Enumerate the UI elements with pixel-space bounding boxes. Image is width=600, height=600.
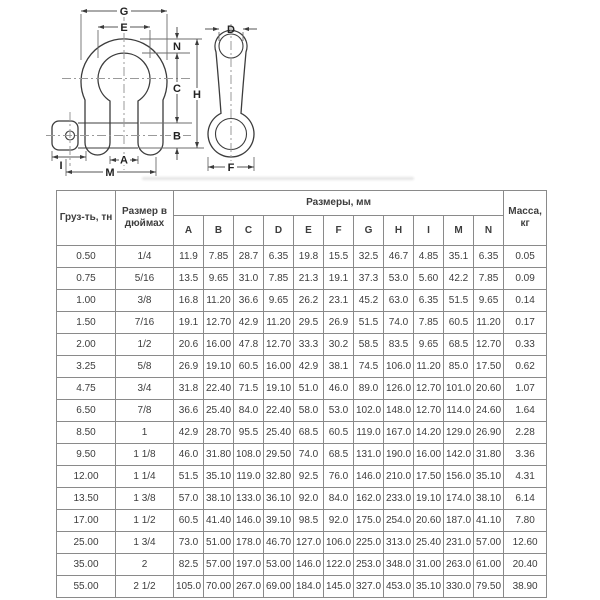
dim-label-M: M (105, 167, 115, 179)
table-cell: 57.00 (204, 554, 234, 576)
dim-letter-header: H (384, 216, 414, 246)
table-row (57, 334, 547, 356)
table-cell: 17.00 (57, 510, 116, 532)
dim-label-G: G (119, 6, 129, 18)
table-cell: 29.5 (294, 312, 324, 334)
table-cell: 119.0 (234, 466, 264, 488)
table-cell: 9.65 (474, 290, 504, 312)
table-cell: 133.0 (234, 488, 264, 510)
table-cell: 142.0 (444, 444, 474, 466)
table-cell: 31.00 (414, 554, 444, 576)
table-cell: 26.90 (474, 422, 504, 444)
dim-label-H: H (193, 89, 201, 101)
header-mass-kg: Масса, кг (504, 191, 547, 246)
table-cell: 26.9 (174, 356, 204, 378)
table-cell: 51.0 (294, 378, 324, 400)
dimension-N (173, 27, 181, 53)
table-cell: 11.20 (264, 312, 294, 334)
table-cell: 253.0 (354, 554, 384, 576)
shackle-side-view (205, 24, 257, 174)
table-cell: 6.35 (474, 246, 504, 268)
table-cell: 60.5 (444, 312, 474, 334)
table-cell: 37.3 (354, 268, 384, 290)
table-cell: 84.0 (234, 400, 264, 422)
table-cell: 1 1/4 (116, 466, 174, 488)
table-cell: 3.25 (57, 356, 116, 378)
table-cell: 74.0 (294, 444, 324, 466)
table-cell: 26.9 (324, 312, 354, 334)
table-row (57, 466, 547, 488)
table-cell: 231.0 (444, 532, 474, 554)
table-cell: 21.3 (294, 268, 324, 290)
table-cell: 6.35 (414, 290, 444, 312)
table-cell: 145.0 (324, 576, 354, 598)
table-row (57, 488, 547, 510)
table-cell: 2.00 (57, 334, 116, 356)
table-cell: 210.0 (384, 466, 414, 488)
table-cell: 12.70 (264, 334, 294, 356)
table-row (57, 400, 547, 422)
table-row (57, 532, 547, 554)
dim-label-F: F (227, 162, 235, 174)
table-cell: 2 1/2 (116, 576, 174, 598)
table-cell: 5/8 (116, 356, 174, 378)
table-cell: 16.8 (174, 290, 204, 312)
table-cell: 4.85 (414, 246, 444, 268)
table-row (57, 378, 547, 400)
table-cell: 36.6 (174, 400, 204, 422)
table-cell: 0.50 (57, 246, 116, 268)
table-cell: 16.00 (204, 334, 234, 356)
dimension-G (81, 5, 167, 18)
table-cell: 31.0 (234, 268, 264, 290)
dimension-E (98, 21, 150, 34)
table-cell: 12.00 (57, 466, 116, 488)
table-cell: 5.60 (414, 268, 444, 290)
table-cell: 16.00 (264, 356, 294, 378)
dim-letter-header: E (294, 216, 324, 246)
table-cell: 16.00 (414, 444, 444, 466)
table-cell: 73.0 (174, 532, 204, 554)
table-cell: 51.5 (354, 312, 384, 334)
table-cell: 11.20 (474, 312, 504, 334)
table-cell: 53.0 (384, 268, 414, 290)
table-cell: 1 1/2 (116, 510, 174, 532)
table-cell: 84.0 (324, 488, 354, 510)
table-cell: 1.00 (57, 290, 116, 312)
table-cell: 53.00 (264, 554, 294, 576)
extension-lines-front (52, 14, 204, 176)
table-cell: 20.60 (474, 378, 504, 400)
dim-letter-header: I (414, 216, 444, 246)
dim-label-A: A (120, 154, 128, 167)
table-cell: 4.75 (57, 378, 116, 400)
table-cell: 114.0 (444, 400, 474, 422)
table-cell: 1 (116, 422, 174, 444)
faded-artifact (142, 177, 414, 180)
table-cell: 60.5 (324, 422, 354, 444)
dim-label-B: B (173, 130, 181, 143)
table-cell: 313.0 (384, 532, 414, 554)
shackle-front-view (46, 5, 204, 179)
table-cell: 42.9 (174, 422, 204, 444)
table-cell: 38.10 (474, 488, 504, 510)
dim-letter-header: C (234, 216, 264, 246)
table-cell: 28.70 (204, 422, 234, 444)
table-cell: 28.7 (234, 246, 264, 268)
table-cell: 71.5 (234, 378, 264, 400)
table-cell: 174.0 (444, 488, 474, 510)
dimension-H (191, 39, 203, 148)
table-cell: 31.80 (204, 444, 234, 466)
dimension-A (110, 154, 138, 167)
table-cell: 36.10 (264, 488, 294, 510)
table-cell: 89.0 (354, 378, 384, 400)
table-cell: 45.2 (354, 290, 384, 312)
table-cell: 25.00 (57, 532, 116, 554)
table-cell: 0.33 (504, 334, 547, 356)
table-row (57, 312, 547, 334)
table-cell: 187.0 (444, 510, 474, 532)
table-cell: 0.75 (57, 268, 116, 290)
header-dimensions-mm: Размеры, мм (174, 191, 504, 216)
table-cell: 41.40 (204, 510, 234, 532)
table-cell: 156.0 (444, 466, 474, 488)
table-cell: 7.85 (474, 268, 504, 290)
dim-letter-header: N (474, 216, 504, 246)
table-cell: 46.70 (264, 532, 294, 554)
table-cell: 101.0 (444, 378, 474, 400)
table-cell: 57.0 (174, 488, 204, 510)
table-cell: 11.9 (174, 246, 204, 268)
table-cell: 8.50 (57, 422, 116, 444)
table-cell: 38.10 (204, 488, 234, 510)
table-cell: 32.80 (264, 466, 294, 488)
table-cell: 225.0 (354, 532, 384, 554)
table-cell: 31.8 (174, 378, 204, 400)
table-cell: 1 1/8 (116, 444, 174, 466)
table-cell: 1.50 (57, 312, 116, 334)
table-cell: 60.5 (234, 356, 264, 378)
table-cell: 22.40 (264, 400, 294, 422)
table-cell: 35.1 (444, 246, 474, 268)
table-cell: 51.00 (204, 532, 234, 554)
table-cell: 35.00 (57, 554, 116, 576)
table-cell: 327.0 (354, 576, 384, 598)
table-cell: 9.65 (414, 334, 444, 356)
table-cell: 42.2 (444, 268, 474, 290)
table-cell: 42.9 (234, 312, 264, 334)
table-row (57, 444, 547, 466)
table-cell: 58.5 (354, 334, 384, 356)
table-cell: 106.0 (384, 356, 414, 378)
table-cell: 175.0 (354, 510, 384, 532)
table-cell: 38.90 (504, 576, 547, 598)
table-cell: 19.10 (264, 378, 294, 400)
table-cell: 25.40 (414, 532, 444, 554)
table-cell: 17.50 (474, 356, 504, 378)
table-cell: 5/16 (116, 268, 174, 290)
table-cell: 197.0 (234, 554, 264, 576)
table-cell: 178.0 (234, 532, 264, 554)
table-cell: 11.20 (414, 356, 444, 378)
table-cell: 14.20 (414, 422, 444, 444)
dim-label-I: I (59, 160, 63, 172)
table-cell: 69.00 (264, 576, 294, 598)
table-cell: 39.10 (264, 510, 294, 532)
table-cell: 17.50 (414, 466, 444, 488)
table-cell: 7.85 (414, 312, 444, 334)
table-cell: 36.6 (234, 290, 264, 312)
table-cell: 42.9 (294, 356, 324, 378)
table-cell: 1.07 (504, 378, 547, 400)
table-cell: 58.0 (294, 400, 324, 422)
table-cell: 1/4 (116, 246, 174, 268)
table-row (57, 268, 547, 290)
table-cell: 131.0 (354, 444, 384, 466)
table-cell: 74.0 (384, 312, 414, 334)
dim-letter-header: B (204, 216, 234, 246)
table-cell: 6.35 (264, 246, 294, 268)
dimension-F (208, 161, 254, 174)
table-cell: 79.50 (474, 576, 504, 598)
table-cell: 19.10 (414, 488, 444, 510)
shackle-dimensions-table (56, 190, 547, 598)
table-cell: 35.10 (414, 576, 444, 598)
table-cell: 31.80 (474, 444, 504, 466)
table-cell: 51.5 (444, 290, 474, 312)
table-row (57, 422, 547, 444)
table-cell: 254.0 (384, 510, 414, 532)
table-cell: 0.05 (504, 246, 547, 268)
table-cell: 0.17 (504, 312, 547, 334)
dim-letter-header: D (264, 216, 294, 246)
table-cell: 330.0 (444, 576, 474, 598)
table-cell: 122.0 (324, 554, 354, 576)
table-cell: 85.0 (444, 356, 474, 378)
table-cell: 23.1 (324, 290, 354, 312)
dim-letter-header: G (354, 216, 384, 246)
table-cell: 453.0 (384, 576, 414, 598)
table-cell: 167.0 (384, 422, 414, 444)
dimension-D (205, 24, 257, 36)
table-cell: 25.40 (204, 400, 234, 422)
table-cell: 1 3/8 (116, 488, 174, 510)
table-cell: 68.5 (444, 334, 474, 356)
table-cell: 29.50 (264, 444, 294, 466)
table-cell: 348.0 (384, 554, 414, 576)
table-cell: 9.50 (57, 444, 116, 466)
table-cell: 4.31 (504, 466, 547, 488)
table-cell: 38.1 (324, 356, 354, 378)
table-cell: 15.5 (324, 246, 354, 268)
table-cell: 51.5 (174, 466, 204, 488)
table-cell: 60.5 (174, 510, 204, 532)
table-cell: 3/4 (116, 378, 174, 400)
table-cell: 3/8 (116, 290, 174, 312)
dimension-C (171, 53, 183, 123)
table-cell: 55.00 (57, 576, 116, 598)
table-cell: 146.0 (354, 466, 384, 488)
table-cell: 7.80 (504, 510, 547, 532)
table-cell: 11.20 (204, 290, 234, 312)
table-cell: 83.5 (384, 334, 414, 356)
dim-label-N: N (173, 41, 181, 53)
header-load-capacity: Груз-ть, тн (57, 191, 116, 246)
table-cell: 127.0 (294, 532, 324, 554)
table-cell: 33.3 (294, 334, 324, 356)
table-cell: 92.0 (294, 488, 324, 510)
table-cell: 46.0 (174, 444, 204, 466)
table-cell: 106.0 (324, 532, 354, 554)
table-cell: 108.0 (234, 444, 264, 466)
table-cell: 19.10 (204, 356, 234, 378)
table-cell: 24.60 (474, 400, 504, 422)
table-cell: 68.5 (294, 422, 324, 444)
table-cell: 263.0 (444, 554, 474, 576)
table-row (57, 246, 547, 268)
dimension-I (52, 155, 86, 172)
table-cell: 95.5 (234, 422, 264, 444)
table-cell: 13.5 (174, 268, 204, 290)
table-cell: 184.0 (294, 576, 324, 598)
table-cell: 32.5 (354, 246, 384, 268)
table-cell: 41.10 (474, 510, 504, 532)
dim-label-E: E (120, 22, 128, 34)
table-cell: 6.50 (57, 400, 116, 422)
table-cell: 82.5 (174, 554, 204, 576)
table-cell: 35.10 (474, 466, 504, 488)
table-cell: 1/2 (116, 334, 174, 356)
table-cell: 0.62 (504, 356, 547, 378)
table-cell: 0.09 (504, 268, 547, 290)
table-cell: 267.0 (234, 576, 264, 598)
table-cell: 22.40 (204, 378, 234, 400)
table-cell: 190.0 (384, 444, 414, 466)
dim-letter-header: M (444, 216, 474, 246)
dim-label-C: C (173, 83, 181, 95)
table-cell: 233.0 (384, 488, 414, 510)
table-cell: 70.00 (204, 576, 234, 598)
table-cell: 92.0 (324, 510, 354, 532)
table-cell: 2 (116, 554, 174, 576)
table-cell: 57.00 (474, 532, 504, 554)
table-cell: 74.5 (354, 356, 384, 378)
dimension-B (171, 130, 183, 161)
table-cell: 53.0 (324, 400, 354, 422)
table-cell: 12.70 (474, 334, 504, 356)
dim-letter-header: F (324, 216, 354, 246)
table-row (57, 554, 547, 576)
table-cell: 20.40 (504, 554, 547, 576)
table-cell: 3.36 (504, 444, 547, 466)
table-cell: 146.0 (234, 510, 264, 532)
table-cell: 30.2 (324, 334, 354, 356)
table-cell: 7/8 (116, 400, 174, 422)
table-cell: 126.0 (384, 378, 414, 400)
table-cell: 25.40 (264, 422, 294, 444)
table-cell: 19.8 (294, 246, 324, 268)
table-cell: 2.28 (504, 422, 547, 444)
table-cell: 7.85 (204, 246, 234, 268)
table-cell: 102.0 (354, 400, 384, 422)
table-row (57, 290, 547, 312)
table-cell: 7.85 (264, 268, 294, 290)
table-cell: 148.0 (384, 400, 414, 422)
table-cell: 46.7 (384, 246, 414, 268)
table-body (57, 246, 547, 598)
table-cell: 6.14 (504, 488, 547, 510)
header-size-inches: Размер в дюймах (116, 191, 174, 246)
table-cell: 19.1 (324, 268, 354, 290)
table-cell: 20.6 (174, 334, 204, 356)
table-cell: 1.64 (504, 400, 547, 422)
table-cell: 63.0 (384, 290, 414, 312)
table-row (57, 356, 547, 378)
table-cell: 12.70 (414, 378, 444, 400)
table-row (57, 510, 547, 532)
table-cell: 12.70 (204, 312, 234, 334)
table-cell: 13.50 (57, 488, 116, 510)
table-cell: 35.10 (204, 466, 234, 488)
table-cell: 146.0 (294, 554, 324, 576)
table-cell: 9.65 (204, 268, 234, 290)
table-cell: 46.0 (324, 378, 354, 400)
table-cell: 12.70 (414, 400, 444, 422)
dim-label-D: D (227, 24, 235, 36)
table-row (57, 576, 547, 598)
table-cell: 47.8 (234, 334, 264, 356)
table-cell: 119.0 (354, 422, 384, 444)
table-cell: 20.60 (414, 510, 444, 532)
table-cell: 105.0 (174, 576, 204, 598)
table-cell: 26.2 (294, 290, 324, 312)
table-cell: 98.5 (294, 510, 324, 532)
table-cell: 61.00 (474, 554, 504, 576)
table-cell: 9.65 (264, 290, 294, 312)
table-cell: 162.0 (354, 488, 384, 510)
table-cell: 7/16 (116, 312, 174, 334)
table-cell: 0.14 (504, 290, 547, 312)
dim-letter-header: A (174, 216, 204, 246)
table-cell: 129.0 (444, 422, 474, 444)
table-cell: 92.5 (294, 466, 324, 488)
table-cell: 1 3/4 (116, 532, 174, 554)
table-cell: 19.1 (174, 312, 204, 334)
shackle-technical-drawing (0, 0, 600, 188)
table-cell: 12.60 (504, 532, 547, 554)
table-cell: 68.5 (324, 444, 354, 466)
table-cell: 76.0 (324, 466, 354, 488)
